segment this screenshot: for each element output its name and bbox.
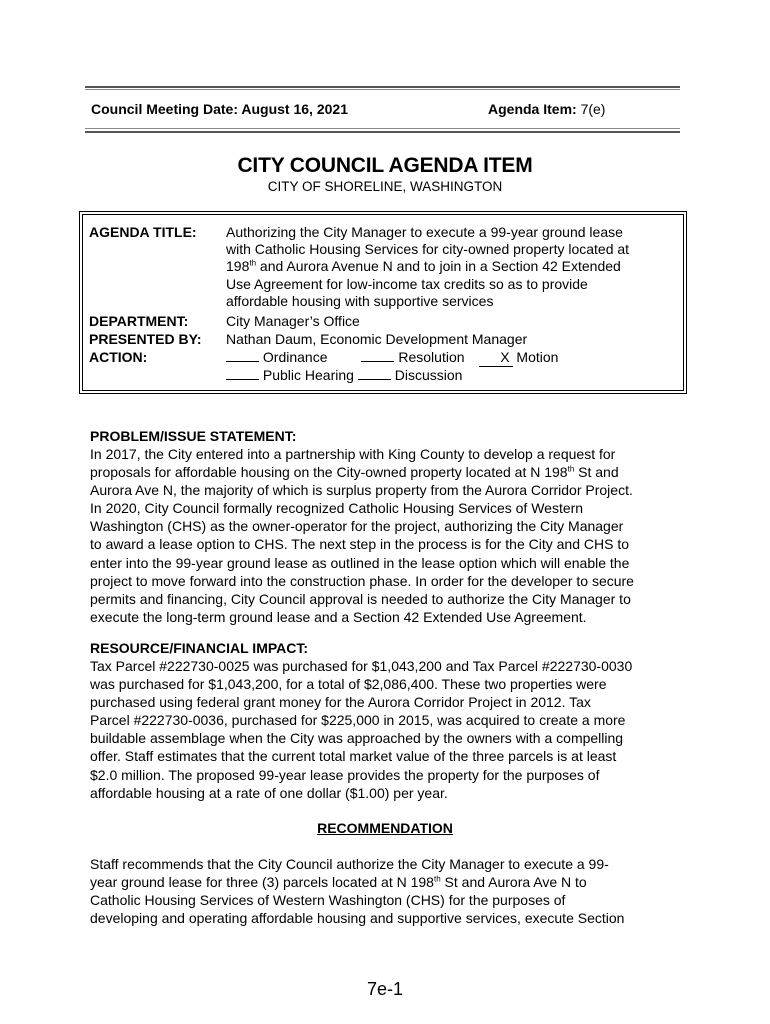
- problem-heading: PROBLEM/ISSUE STATEMENT:: [90, 428, 297, 444]
- text-line: project to move forward into the construction phase. In order for the developer to secure: [90, 572, 634, 589]
- text-line: Aurora Ave N, the majority of which is surplus property from the Aurora Corridor Project.: [90, 482, 633, 499]
- ordinal-suffix: th: [433, 874, 441, 884]
- text-line: Washington (CHS) as the owner-operator for the project, authorizing the City Manager: [90, 518, 624, 535]
- text-line: In 2020, City Council formally recognized Catholic Housing Services of Western: [90, 500, 584, 517]
- page-title: CITY COUNCIL AGENDA ITEM: [237, 154, 533, 177]
- department-value: City Manager’s Office: [226, 313, 360, 329]
- page-subtitle: CITY OF SHORELINE, WASHINGTON: [267, 179, 503, 194]
- agenda-title-line: Use Agreement for low-income tax credits so as to provide: [226, 275, 588, 292]
- agenda-title-value: [226, 224, 629, 310]
- text-line: buildable assemblage when the City was approached by the owners with a compelling: [90, 730, 624, 747]
- text-line: [90, 873, 690, 891]
- text-fragment: St and: [574, 464, 619, 481]
- recommendation-paragraph: [90, 855, 690, 927]
- action-options-row-1: [226, 349, 558, 367]
- action-options-row-2: [226, 367, 462, 384]
- agenda-title-text: and Aurora Avenue N and to join in a Section 42 Extended: [256, 258, 621, 275]
- text-line: Tax Parcel #222730-0025 was purchased for $1,043,200 and Tax Parcel #222730-0030: [90, 658, 633, 674]
- text-line: to award a lease option to CHS. The next step in the process is for the City and CHS to: [90, 536, 630, 553]
- agenda-title-line: [226, 258, 629, 275]
- text-line: Parcel #222730-0036, purchased for $225,000 in 2015, was acquired to create a more: [90, 712, 626, 729]
- resolution-option: Resolution: [398, 349, 465, 365]
- text-line: enter into the 99-year ground lease as outlined in the lease option which will enable the: [90, 554, 630, 571]
- agenda-title-line: Authorizing the City Manager to execute a 99-year ground lease: [226, 224, 623, 240]
- header-rule-bottom: [85, 131, 680, 133]
- text-line: In 2017, the City entered into a partnership with King County to develop a request for: [90, 446, 616, 462]
- text-fragment: St and Aurora Ave N to: [440, 874, 587, 891]
- text-line: was purchased for $1,043,200, for a total of $2,086,400. These two properties were: [90, 676, 607, 693]
- discussion-option: Discussion: [394, 367, 463, 383]
- problem-paragraph: [90, 445, 690, 626]
- ordinal-suffix: th: [249, 258, 257, 268]
- presented-by-label: PRESENTED BY:: [89, 331, 202, 347]
- text-line: $2.0 million. The proposed 99-year lease provides the property for the purposes of: [90, 766, 600, 783]
- public-hearing-option: Public Hearing: [262, 367, 354, 383]
- ordinance-option: Ordinance: [262, 349, 328, 365]
- text-line: permits and financing, City Council approval is needed to authorize the City Manager to: [90, 590, 631, 607]
- motion-mark: X: [479, 349, 513, 367]
- text-line: offer. Staff estimates that the current total market value of the three parcels is at least: [90, 748, 617, 765]
- agenda-item: [488, 101, 605, 117]
- text-fragment: proposals for affordable housing on the City-owned property located at N 198: [90, 464, 568, 481]
- text-line: purchased using federal grant money for the Aurora Corridor Project in 2012. Tax: [90, 694, 591, 711]
- discussion-blank: [358, 367, 391, 380]
- agenda-title-line: with Catholic Housing Services for city-owned property located at: [226, 241, 630, 258]
- agenda-item-value: 7(e): [576, 101, 606, 117]
- agenda-title-text: 198: [226, 258, 250, 275]
- ordinance-blank: [226, 349, 259, 362]
- text-line: Staff recommends that the City Council authorize the City Manager to execute a 99-: [90, 856, 609, 872]
- header-rule-top-thin: [85, 89, 680, 90]
- resource-heading: RESOURCE/FINANCIAL IMPACT:: [90, 640, 309, 656]
- text-line: developing and operating affordable housing and supportive services, execute Section: [90, 910, 625, 927]
- meeting-date: Council Meeting Date: August 16, 2021: [91, 101, 348, 117]
- motion-option: Motion: [516, 349, 559, 365]
- agenda-item-label: Agenda Item:: [488, 101, 577, 117]
- header-rule-bottom-thin: [85, 128, 680, 129]
- text-line: Catholic Housing Services of Western Washington (CHS) for the purposes of: [90, 892, 566, 909]
- department-label: DEPARTMENT:: [89, 313, 189, 329]
- presented-by-value: Nathan Daum, Economic Development Manager: [226, 331, 528, 347]
- agenda-title-label: AGENDA TITLE:: [89, 224, 197, 240]
- resource-paragraph: [90, 657, 690, 802]
- resolution-blank: [361, 349, 394, 362]
- text-fragment: year ground lease for three (3) parcels located at N 198: [90, 874, 434, 891]
- text-line: [90, 463, 690, 481]
- header-rule-top: [85, 86, 680, 88]
- agenda-title-line: affordable housing with supportive services: [226, 292, 494, 309]
- ordinal-suffix: th: [567, 464, 575, 474]
- action-label: ACTION:: [89, 349, 148, 365]
- page-number: 7e-1: [366, 979, 404, 999]
- recommendation-heading: RECOMMENDATION: [317, 820, 453, 836]
- public-hearing-blank: [226, 367, 259, 380]
- text-line: affordable housing at a rate of one dollar ($1.00) per year.: [90, 784, 448, 801]
- text-line: execute the long-term ground lease and a Section 42 Extended Use Agreement.: [90, 608, 587, 625]
